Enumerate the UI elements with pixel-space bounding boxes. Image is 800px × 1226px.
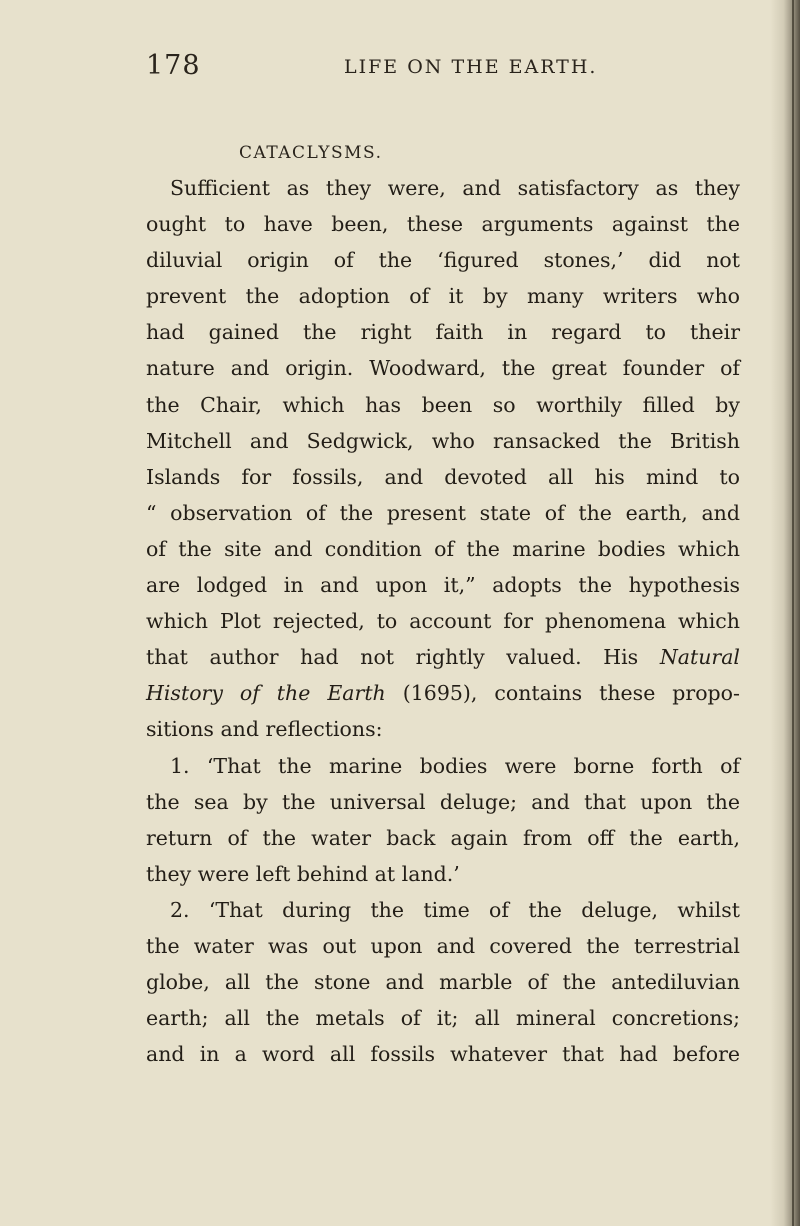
text-line: ought to have been, these arguments against the bbox=[146, 212, 740, 237]
spine-edge bbox=[792, 0, 794, 1226]
text-line: nature and origin. Woodward, the great founder of bbox=[146, 356, 740, 381]
text-line: the Chair, which has been so worthily filled by bbox=[146, 392, 740, 417]
list-item-line: 1. ‘That the marine bodies were borne forth of bbox=[170, 753, 740, 778]
book-title: Earth bbox=[327, 681, 386, 706]
text-line: prevent the adoption of it by many writers who bbox=[146, 284, 740, 309]
book-title: History bbox=[146, 681, 223, 706]
list-item-line: earth; all the metals of it; all mineral concretions; bbox=[146, 1006, 740, 1031]
spine-shadow bbox=[770, 0, 800, 1226]
text-line: are lodged in and upon it,” adopts the hypothesis bbox=[146, 573, 740, 598]
list-item-line: they were left behind at land.’ bbox=[146, 861, 460, 886]
text-line-rest: (1695), contains these propo- bbox=[402, 681, 740, 706]
text-line: sitions and reflections: bbox=[146, 717, 383, 742]
list-item-line: the water was out upon and covered the terrestrial bbox=[146, 933, 740, 958]
text-line: Sufficient as they were, and satisfactory as they bbox=[170, 176, 740, 200]
text-line bbox=[146, 639, 740, 675]
text-line: of the site and condition of the marine bodies which bbox=[146, 536, 740, 561]
list-item-line: return of the water back again from off the earth, bbox=[146, 825, 740, 850]
running-title: LIFE ON THE EARTH. bbox=[344, 56, 598, 78]
text-line: “ observation of the present state of the earth, and bbox=[146, 500, 740, 525]
running-head bbox=[146, 50, 760, 90]
text-line bbox=[146, 675, 740, 711]
page-number: 178 bbox=[146, 50, 201, 81]
text-line: had gained the right faith in regard to their bbox=[146, 320, 740, 345]
book-title: Natural bbox=[659, 645, 740, 670]
text-line: diluvial origin of the ‘figured stones,’ did not bbox=[146, 248, 740, 273]
text-line: Islands for fossils, and devoted all his mind to bbox=[146, 464, 740, 489]
body-text bbox=[146, 170, 740, 1072]
text-line-start: that author had not rightly valued. His bbox=[146, 645, 639, 670]
text-line: Mitchell and Sedgwick, who ransacked the British bbox=[146, 428, 740, 453]
list-item-line: the sea by the universal deluge; and that upon the bbox=[146, 789, 740, 814]
list-item-line: and in a word all fossils whatever that had before bbox=[146, 1042, 740, 1067]
section-heading: CATACLYSMS. bbox=[239, 143, 383, 163]
list-item-line: 2. ‘That during the time of the deluge, whilst bbox=[170, 897, 740, 922]
book-title: of the bbox=[239, 681, 311, 706]
text-line: which Plot rejected, to account for phenomena which bbox=[146, 609, 740, 634]
list-item-line: globe, all the stone and marble of the antediluvian bbox=[146, 970, 740, 995]
